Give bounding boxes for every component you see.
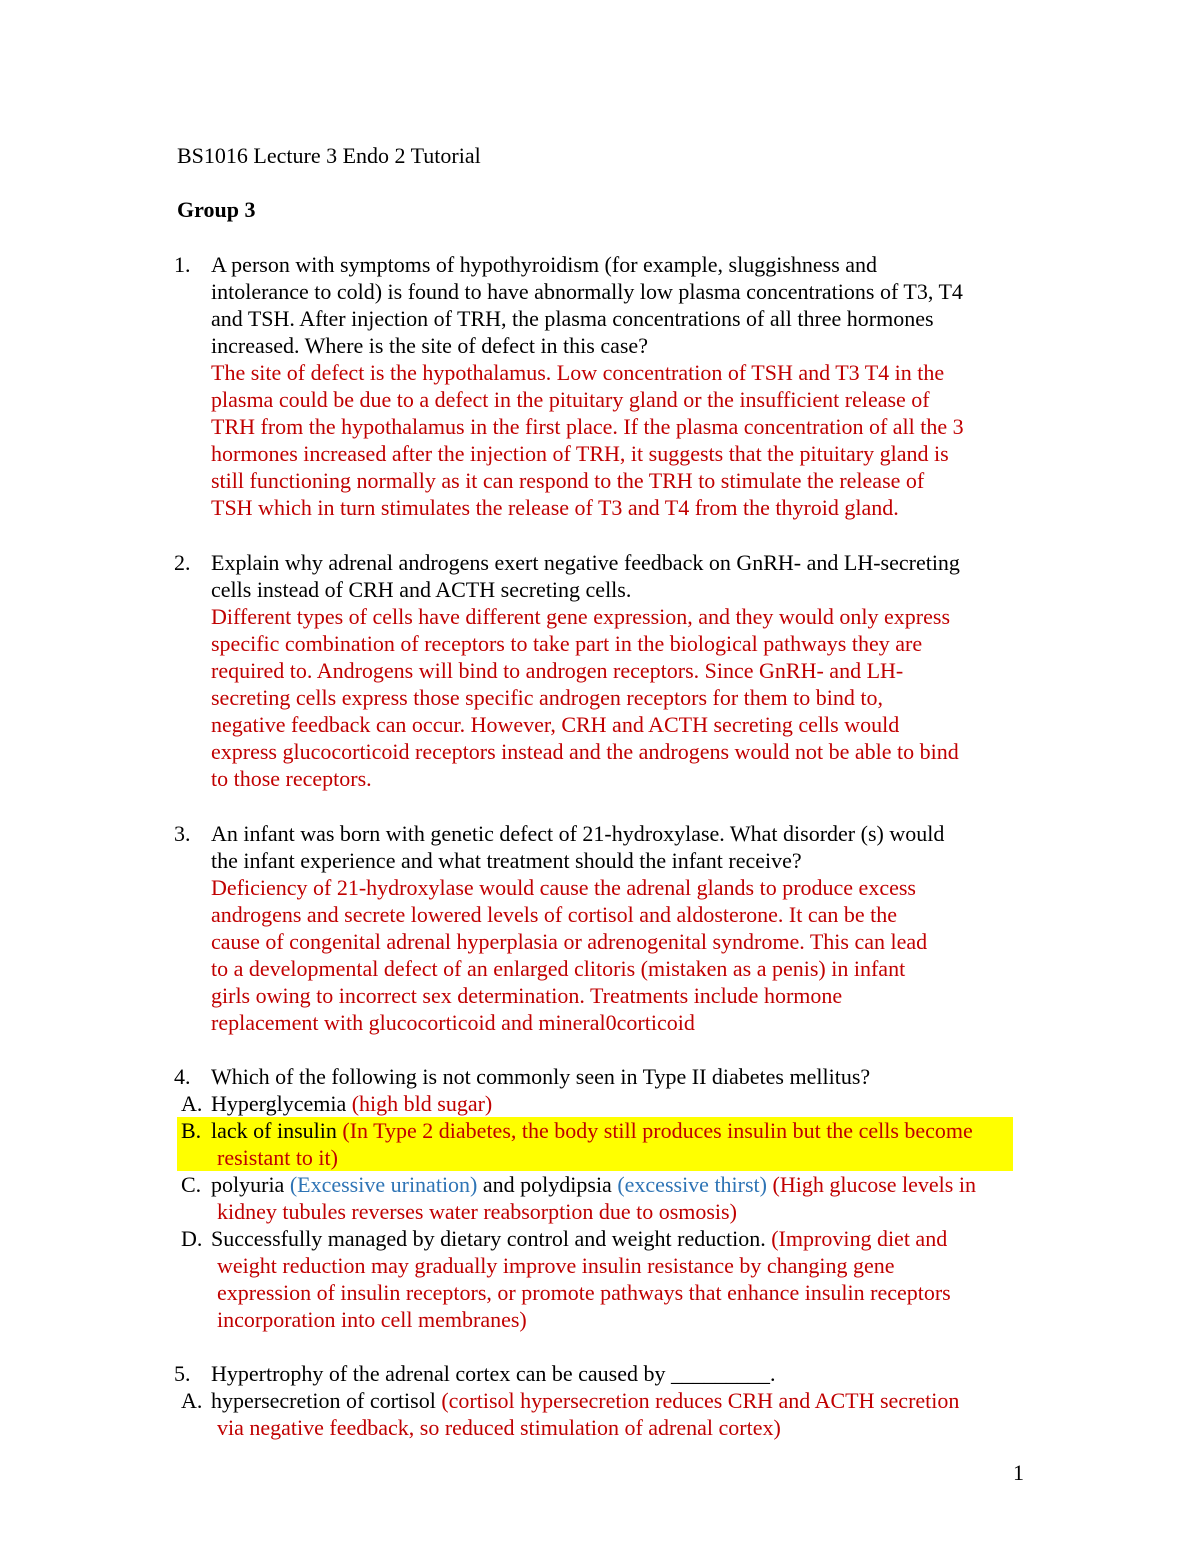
question-text-line: intolerance to cold) is found to have abnormally low plasma concentrations of T3, T4 — [211, 279, 963, 304]
option-note-line: weight reduction may gradually improve insulin resistance by changing gene — [217, 1253, 895, 1278]
option-note-line: via negative feedback, so reduced stimulation of adrenal cortex) — [217, 1415, 781, 1440]
answer-text-line: express glucocorticoid receptors instead and the androgens would not be able to bind — [211, 739, 959, 764]
option-note-line: resistant to it) — [217, 1145, 338, 1170]
option-label: and polydipsia — [477, 1172, 618, 1197]
answer-text-line: still functioning normally as it can respond to the TRH to stimulate the release of — [211, 468, 925, 493]
answer-text-line: hormones increased after the injection of TRH, it suggests that the pituitary gland is — [211, 441, 949, 466]
option-letter: B. — [181, 1118, 202, 1143]
answer-text-line: girls owing to incorrect sex determination. Treatments include hormone — [211, 983, 843, 1008]
option-label: polyuria — [211, 1172, 290, 1197]
option-letter: C. — [181, 1172, 202, 1197]
option-label: hypersecretion of cortisol — [211, 1388, 442, 1413]
option-text — [211, 1090, 1041, 1117]
answer-text-line: to a developmental defect of an enlarged clitoris (mistaken as a penis) in infant — [211, 956, 906, 981]
question-body — [211, 820, 1041, 1036]
option-text — [211, 1225, 1041, 1333]
question-text-line: A person with symptoms of hypothyroidism (for example, sluggishness and — [211, 252, 878, 277]
question-text-line: An infant was born with genetic defect of 21-hydroxylase. What disorder (s) would — [211, 821, 945, 846]
question-number: 5. — [174, 1361, 191, 1386]
option-note-line: incorporation into cell membranes) — [217, 1307, 527, 1332]
option-note: (Improving diet and — [771, 1226, 948, 1251]
answer-text-line: The site of defect is the hypothalamus. Low concentration of TSH and T3 T4 in the — [211, 360, 945, 385]
answer-text-line: TRH from the hypothalamus in the first place. If the plasma concentration of all the 3 — [211, 414, 964, 439]
group-heading: Group 3 — [177, 197, 256, 222]
question-number: 3. — [174, 821, 191, 846]
answer-text-line: androgens and secrete lowered levels of cortisol and aldosterone. It can be the — [211, 902, 898, 927]
question-body — [211, 1360, 1041, 1387]
option-note-line: kidney tubules reverses water reabsorption due to osmosis) — [217, 1199, 737, 1224]
option-text — [211, 1171, 1041, 1225]
option-label: lack of insulin — [211, 1118, 343, 1143]
question-body — [211, 251, 1041, 521]
option-label: Successfully managed by dietary control and weight reduction. — [211, 1226, 772, 1251]
option-note: (In Type 2 diabetes, the body still produces insulin but the cells become — [342, 1118, 973, 1143]
question-body — [211, 549, 1041, 792]
option-note: (high bld sugar) — [351, 1091, 493, 1116]
option-letter: D. — [181, 1226, 203, 1251]
answer-text-line: plasma could be due to a defect in the pituitary gland or the insufficient release of — [211, 387, 930, 412]
question-number: 2. — [174, 550, 191, 575]
question-text-line: Hypertrophy of the adrenal cortex can be caused by _________. — [211, 1361, 776, 1386]
term-definition: (Excessive urination) — [289, 1172, 478, 1197]
question-text-line: and TSH. After injection of TRH, the plasma concentrations of all three hormones — [211, 306, 934, 331]
option-text — [211, 1387, 1041, 1441]
answer-text-line: to those receptors. — [211, 766, 372, 791]
option-note-line: expression of insulin receptors, or promote pathways that enhance insulin receptors — [217, 1280, 951, 1305]
term-definition: (excessive thirst) — [617, 1172, 767, 1197]
question-text-line: cells instead of CRH and ACTH secreting cells. — [211, 577, 632, 602]
option-text — [211, 1117, 1041, 1171]
question-number: 1. — [174, 252, 191, 277]
option-note: (High glucose levels in — [767, 1172, 976, 1197]
question-text-line: Which of the following is not commonly seen in Type II diabetes mellitus? — [211, 1064, 871, 1089]
question-text-line: increased. Where is the site of defect in this case? — [211, 333, 648, 358]
question-text-line: Explain why adrenal androgens exert negative feedback on GnRH- and LH-secreting — [211, 550, 960, 575]
answer-text-line: cause of congenital adrenal hyperplasia or adrenogenital syndrome. This can lead — [211, 929, 928, 954]
option-letter: A. — [181, 1091, 203, 1116]
answer-text-line: Deficiency of 21-hydroxylase would cause the adrenal glands to produce excess — [211, 875, 916, 900]
answer-text-line: TSH which in turn stimulates the release of T3 and T4 from the thyroid gland. — [211, 495, 899, 520]
document-title: BS1016 Lecture 3 Endo 2 Tutorial — [177, 143, 481, 168]
question-number: 4. — [174, 1064, 191, 1089]
answer-text-line: specific combination of receptors to take part in the biological pathways they are — [211, 631, 923, 656]
answer-text-line: Different types of cells have different gene expression, and they would only express — [211, 604, 951, 629]
answer-text-line: negative feedback can occur. However, CRH and ACTH secreting cells would — [211, 712, 900, 737]
option-label: Hyperglycemia — [211, 1091, 352, 1116]
option-letter: A. — [181, 1388, 203, 1413]
answer-text-line: required to. Androgens will bind to androgen receptors. Since GnRH- and LH- — [211, 658, 904, 683]
page-number: 1 — [1013, 1460, 1024, 1485]
option-note: (cortisol hypersecretion reduces CRH and ACTH secretion — [441, 1388, 960, 1413]
answer-text-line: replacement with glucocorticoid and mineral0corticoid — [211, 1010, 695, 1035]
question-body — [211, 1063, 1041, 1090]
answer-text-line: secreting cells express those specific androgen receptors for them to bind to, — [211, 685, 883, 710]
question-text-line: the infant experience and what treatment should the infant receive? — [211, 848, 802, 873]
